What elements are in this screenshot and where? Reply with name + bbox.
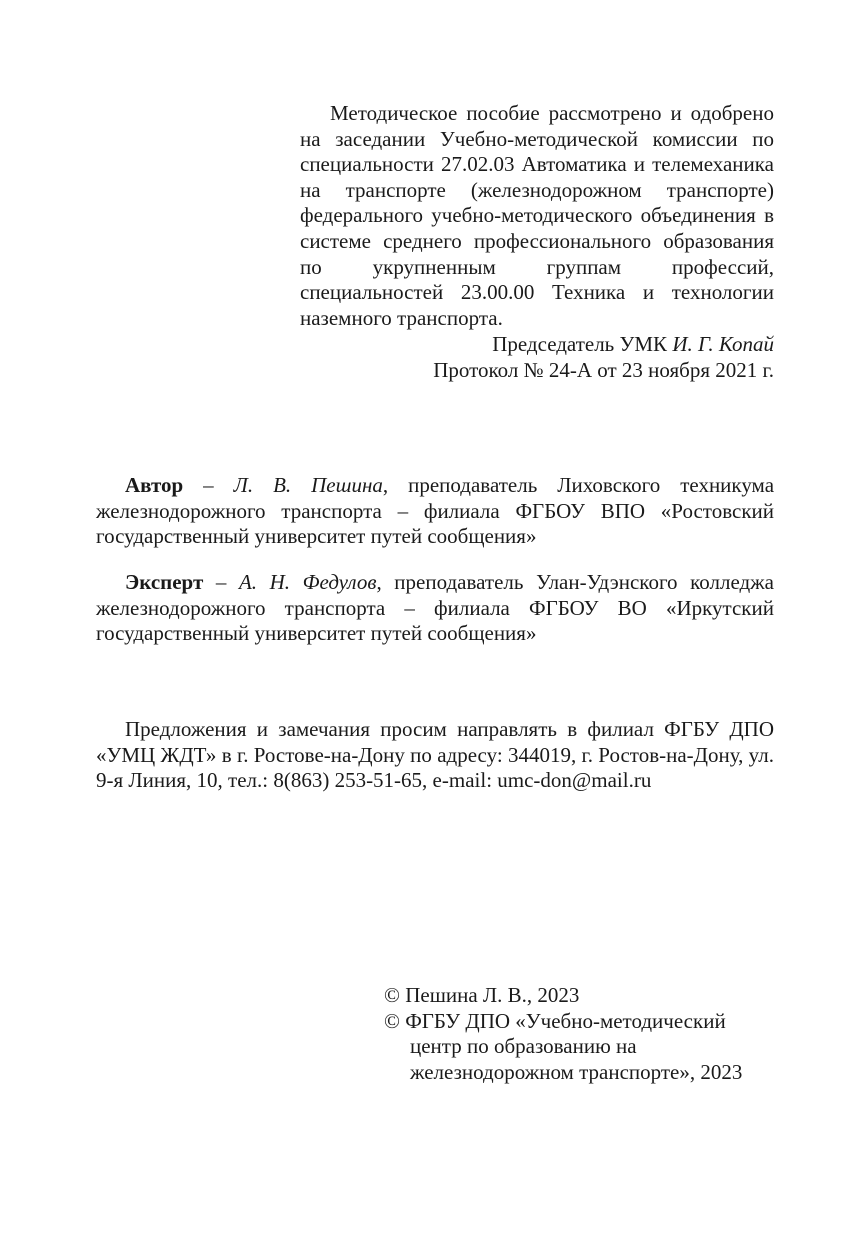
copyright-publisher: © ФГБУ ДПО «Учебно-методический центр по образованию на железнодорожном транспорте», 2023: [384, 1008, 743, 1084]
expert-dash: –: [203, 570, 239, 594]
author-name: Л. В. Пешина: [233, 473, 383, 497]
expert-description: , преподаватель Улан-Удэнского колледжа железнодорожного транспорта – филиала ФГБОУ ВО «Иркутский государственный университет путей сообщения»: [96, 570, 775, 646]
protocol-line: Протокол № 24-А от 23 ноября 2021 г.: [433, 357, 774, 382]
expert-paragraph: [96, 570, 774, 647]
approval-signature: [300, 332, 774, 383]
author-description: , преподаватель Лиховского техникума железнодорожного транспорта – филиала ФГБОУ ВПО «Ростовский государственный университет путей сообщения»: [96, 473, 775, 549]
author-role: Автор: [125, 473, 184, 497]
feedback-note: [96, 717, 774, 794]
author-info: [96, 473, 774, 550]
feedback-text: Предложения и замечания просим направлять в филиал ФГБУ ДПО «УМЦ ЖДТ» в г. Ростове-на-Дону по адресу: 344019, г. Ростов-на-Дону, ул. 9-я Линия, 10, тел.: 8(863) 253-51-65, e-mail: umc-don@mail.ru: [96, 717, 774, 793]
copyright-block: [384, 983, 776, 1085]
approval-text: Методическое пособие рассмотрено и одобрено на заседании Учебно-методической комиссии по специальности 27.02.03 Автоматика и телемеханика на транспорте (железнодорожном транспорте) федерального учебно-методического объединения в системе среднего профессионального образования по укрупненным группам профессий, специальностей 23.00.00 Техника и технологии наземного транспорта.: [300, 101, 774, 330]
author-dash: –: [183, 473, 234, 497]
copyright-author: © Пешина Л. В., 2023: [384, 983, 580, 1007]
approval-note: [300, 101, 774, 331]
chair-name: И. Г. Копай: [672, 332, 774, 356]
chair-line: [300, 332, 774, 358]
expert-info: [96, 570, 774, 647]
chair-label: Председатель УМК: [492, 332, 668, 356]
expert-role: Эксперт: [125, 570, 204, 594]
author-paragraph: [96, 473, 774, 550]
expert-name: А. Н. Федулов: [238, 570, 377, 594]
